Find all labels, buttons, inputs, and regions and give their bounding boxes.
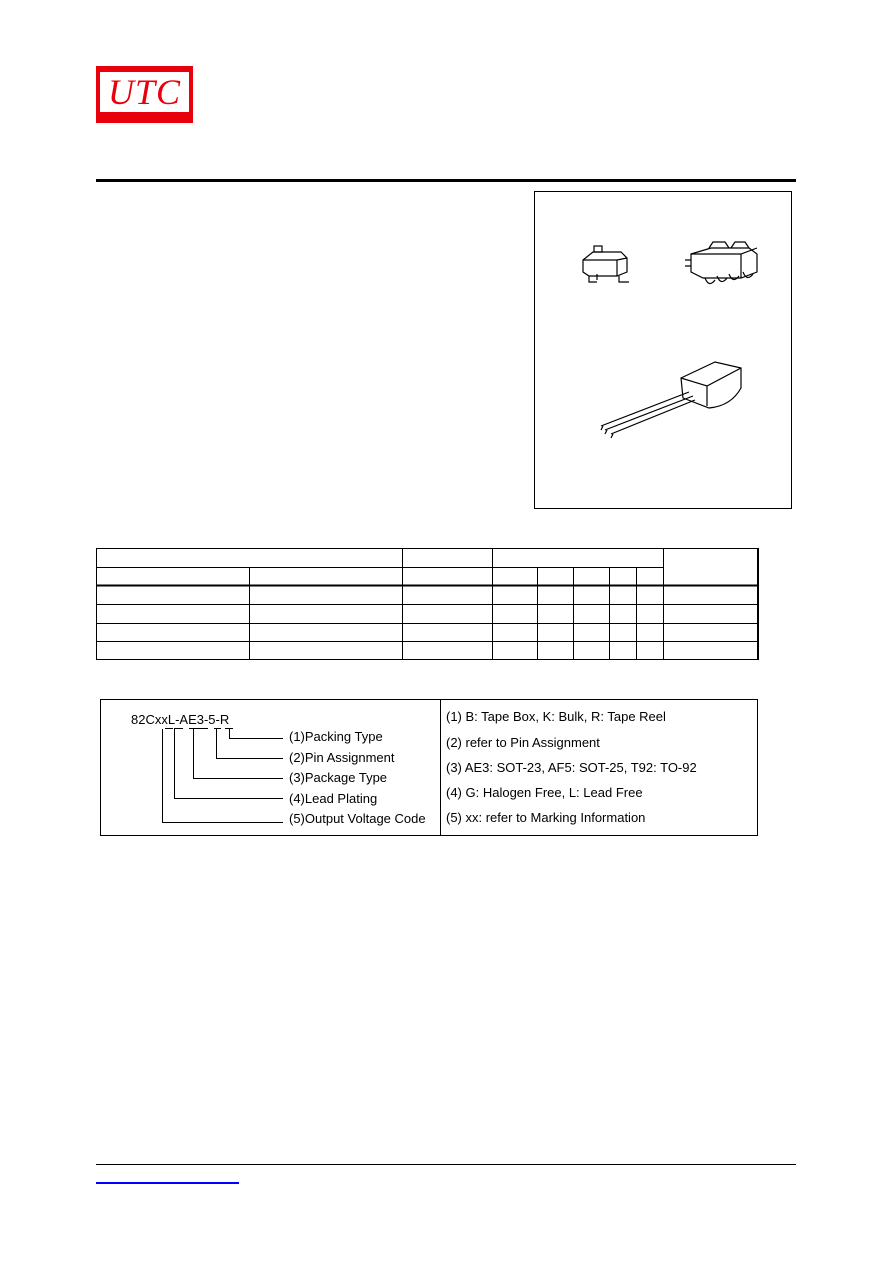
code-field-output-voltage-code: (5)Output Voltage Code	[289, 811, 426, 826]
ordering-code-box	[100, 699, 758, 836]
code-field-package-type: (3)Package Type	[289, 770, 388, 785]
logo-inner	[100, 72, 189, 112]
utc-logo	[96, 66, 193, 123]
code-field-lead-plating: (4)Lead Plating	[289, 791, 378, 806]
code-field-pin-assignment: (2)Pin Assignment	[289, 750, 395, 765]
package-illustration-box	[534, 191, 792, 509]
ordering-info-table	[96, 548, 759, 660]
header-rule	[96, 179, 796, 182]
code-desc-lead-plating: (4) G: Halogen Free, L: Lead Free	[446, 785, 643, 800]
footer-rule	[96, 1164, 796, 1165]
sot-23-package-icon	[583, 246, 629, 282]
code-box-divider	[440, 700, 441, 835]
code-desc-package-type: (3) AE3: SOT-23, AF5: SOT-25, T92: TO-92	[446, 760, 697, 775]
code-field-packing-type: (1)Packing Type	[289, 729, 383, 744]
to-92-package-icon	[601, 362, 741, 438]
code-desc-output-voltage-code: (5) xx: refer to Marking Information	[446, 810, 646, 825]
code-desc-packing-type: (1) B: Tape Box, K: Bulk, R: Tape Reel	[446, 709, 666, 724]
footer-web-link[interactable]	[96, 1182, 239, 1184]
part-number-code: 82CxxL-AE3-5-R	[131, 712, 230, 727]
code-desc-pin-assignment: (2) refer to Pin Assignment	[446, 735, 600, 750]
logo-text: UTC	[107, 72, 182, 112]
sot-25-package-icon	[685, 242, 757, 284]
package-drawings	[535, 192, 791, 508]
